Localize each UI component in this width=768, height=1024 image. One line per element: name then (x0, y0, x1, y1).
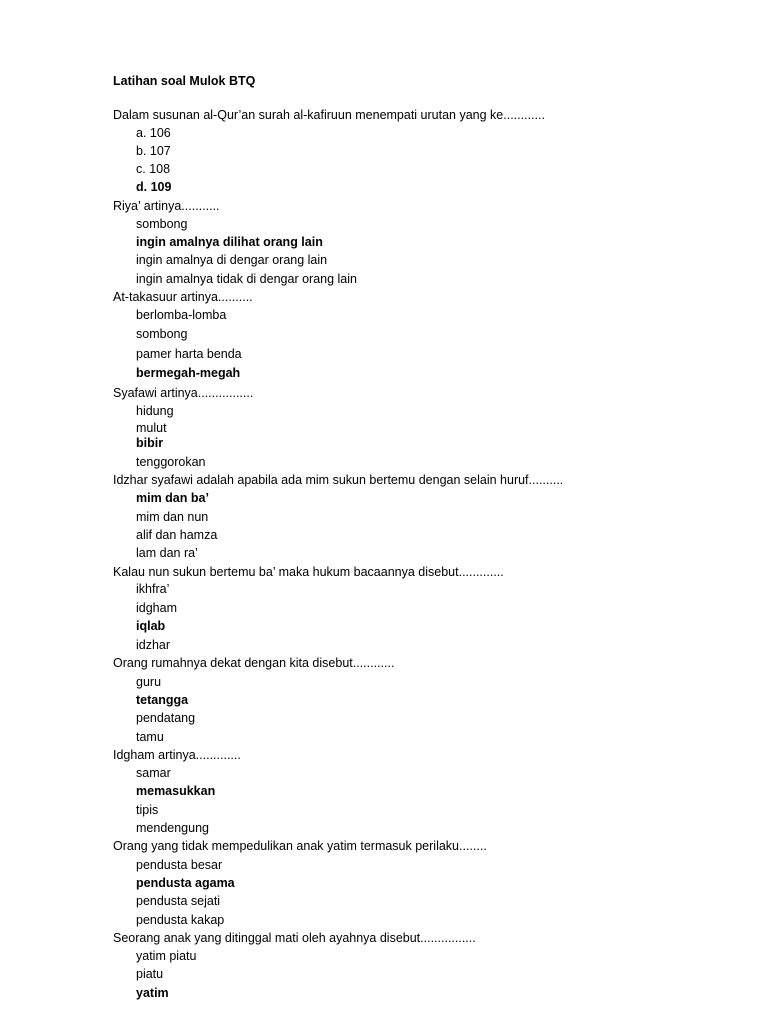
question-7: Orang rumahnya dekat dengan kita disebut............ (113, 656, 395, 670)
option-9a: pendusta besar (136, 858, 223, 872)
option-2a: sombong (136, 217, 188, 231)
option-10a: yatim piatu (136, 949, 197, 963)
option-4b: mulut (136, 421, 167, 435)
question-2: Riya’ artinya........... (113, 199, 220, 213)
option-1c: c. 108 (136, 162, 171, 176)
question-1: Dalam susunan al-Qur’an surah al-kafiruun menempati urutan yang ke............ (113, 108, 545, 122)
question-4: Syafawi artinya................ (113, 386, 254, 400)
option-1a: a. 106 (136, 126, 171, 140)
question-8: Idgham artinya............. (113, 748, 241, 762)
option-2d: ingin amalnya tidak di dengar orang lain (136, 272, 357, 286)
question-6: Kalau nun sukun bertemu ba’ maka hukum bacaannya disebut............. (113, 565, 504, 579)
option-7d: tamu (136, 730, 164, 744)
question-3: At-takasuur artinya.......... (113, 290, 253, 304)
question-5: Idzhar syafawi adalah apabila ada mim sukun bertemu dengan selain huruf.......... (113, 473, 564, 487)
option-6a: ikhfra’ (136, 582, 170, 596)
option-1b: b. 107 (136, 144, 171, 158)
option-1d-answer: d. 109 (136, 180, 172, 194)
option-7c: pendatang (136, 711, 196, 725)
option-7a: guru (136, 675, 162, 689)
option-4c-answer: bibir (136, 436, 164, 450)
option-5b: mim dan nun (136, 510, 209, 524)
question-9: Orang yang tidak mempedulikan anak yatim termasuk perilaku........ (113, 839, 487, 853)
option-8c: tipis (136, 803, 159, 817)
option-5c: alif dan hamza (136, 528, 218, 542)
option-2b-answer: ingin amalnya dilihat orang lain (136, 235, 323, 249)
option-8d: mendengung (136, 821, 209, 835)
option-8b-answer: memasukkan (136, 784, 216, 798)
option-3d-answer: bermegah-megah (136, 366, 241, 380)
question-10: Seorang anak yang ditinggal mati oleh ayahnya disebut................ (113, 931, 476, 945)
option-4a: hidung (136, 404, 174, 418)
option-6b: idgham (136, 601, 177, 615)
option-8a: samar (136, 766, 171, 780)
option-6d: idzhar (136, 638, 171, 652)
option-3b: sombong (136, 327, 188, 341)
option-3c: pamer harta benda (136, 347, 242, 361)
option-5a-answer: mim dan ba’ (136, 491, 209, 505)
option-5d: lam dan ra’ (136, 546, 198, 560)
option-9d: pendusta kakap (136, 913, 225, 927)
option-7b-answer: tetangga (136, 693, 189, 707)
option-2c: ingin amalnya di dengar orang lain (136, 253, 328, 267)
option-6c-answer: iqlab (136, 619, 166, 633)
option-10c-answer: yatim (136, 986, 169, 1000)
document-title: Latihan soal Mulok BTQ (113, 74, 256, 88)
option-9c: pendusta sejati (136, 894, 221, 908)
option-10b: piatu (136, 967, 164, 981)
option-4d: tenggorokan (136, 455, 206, 469)
option-3a: berlomba-lomba (136, 308, 227, 322)
option-9b-answer: pendusta agama (136, 876, 235, 890)
